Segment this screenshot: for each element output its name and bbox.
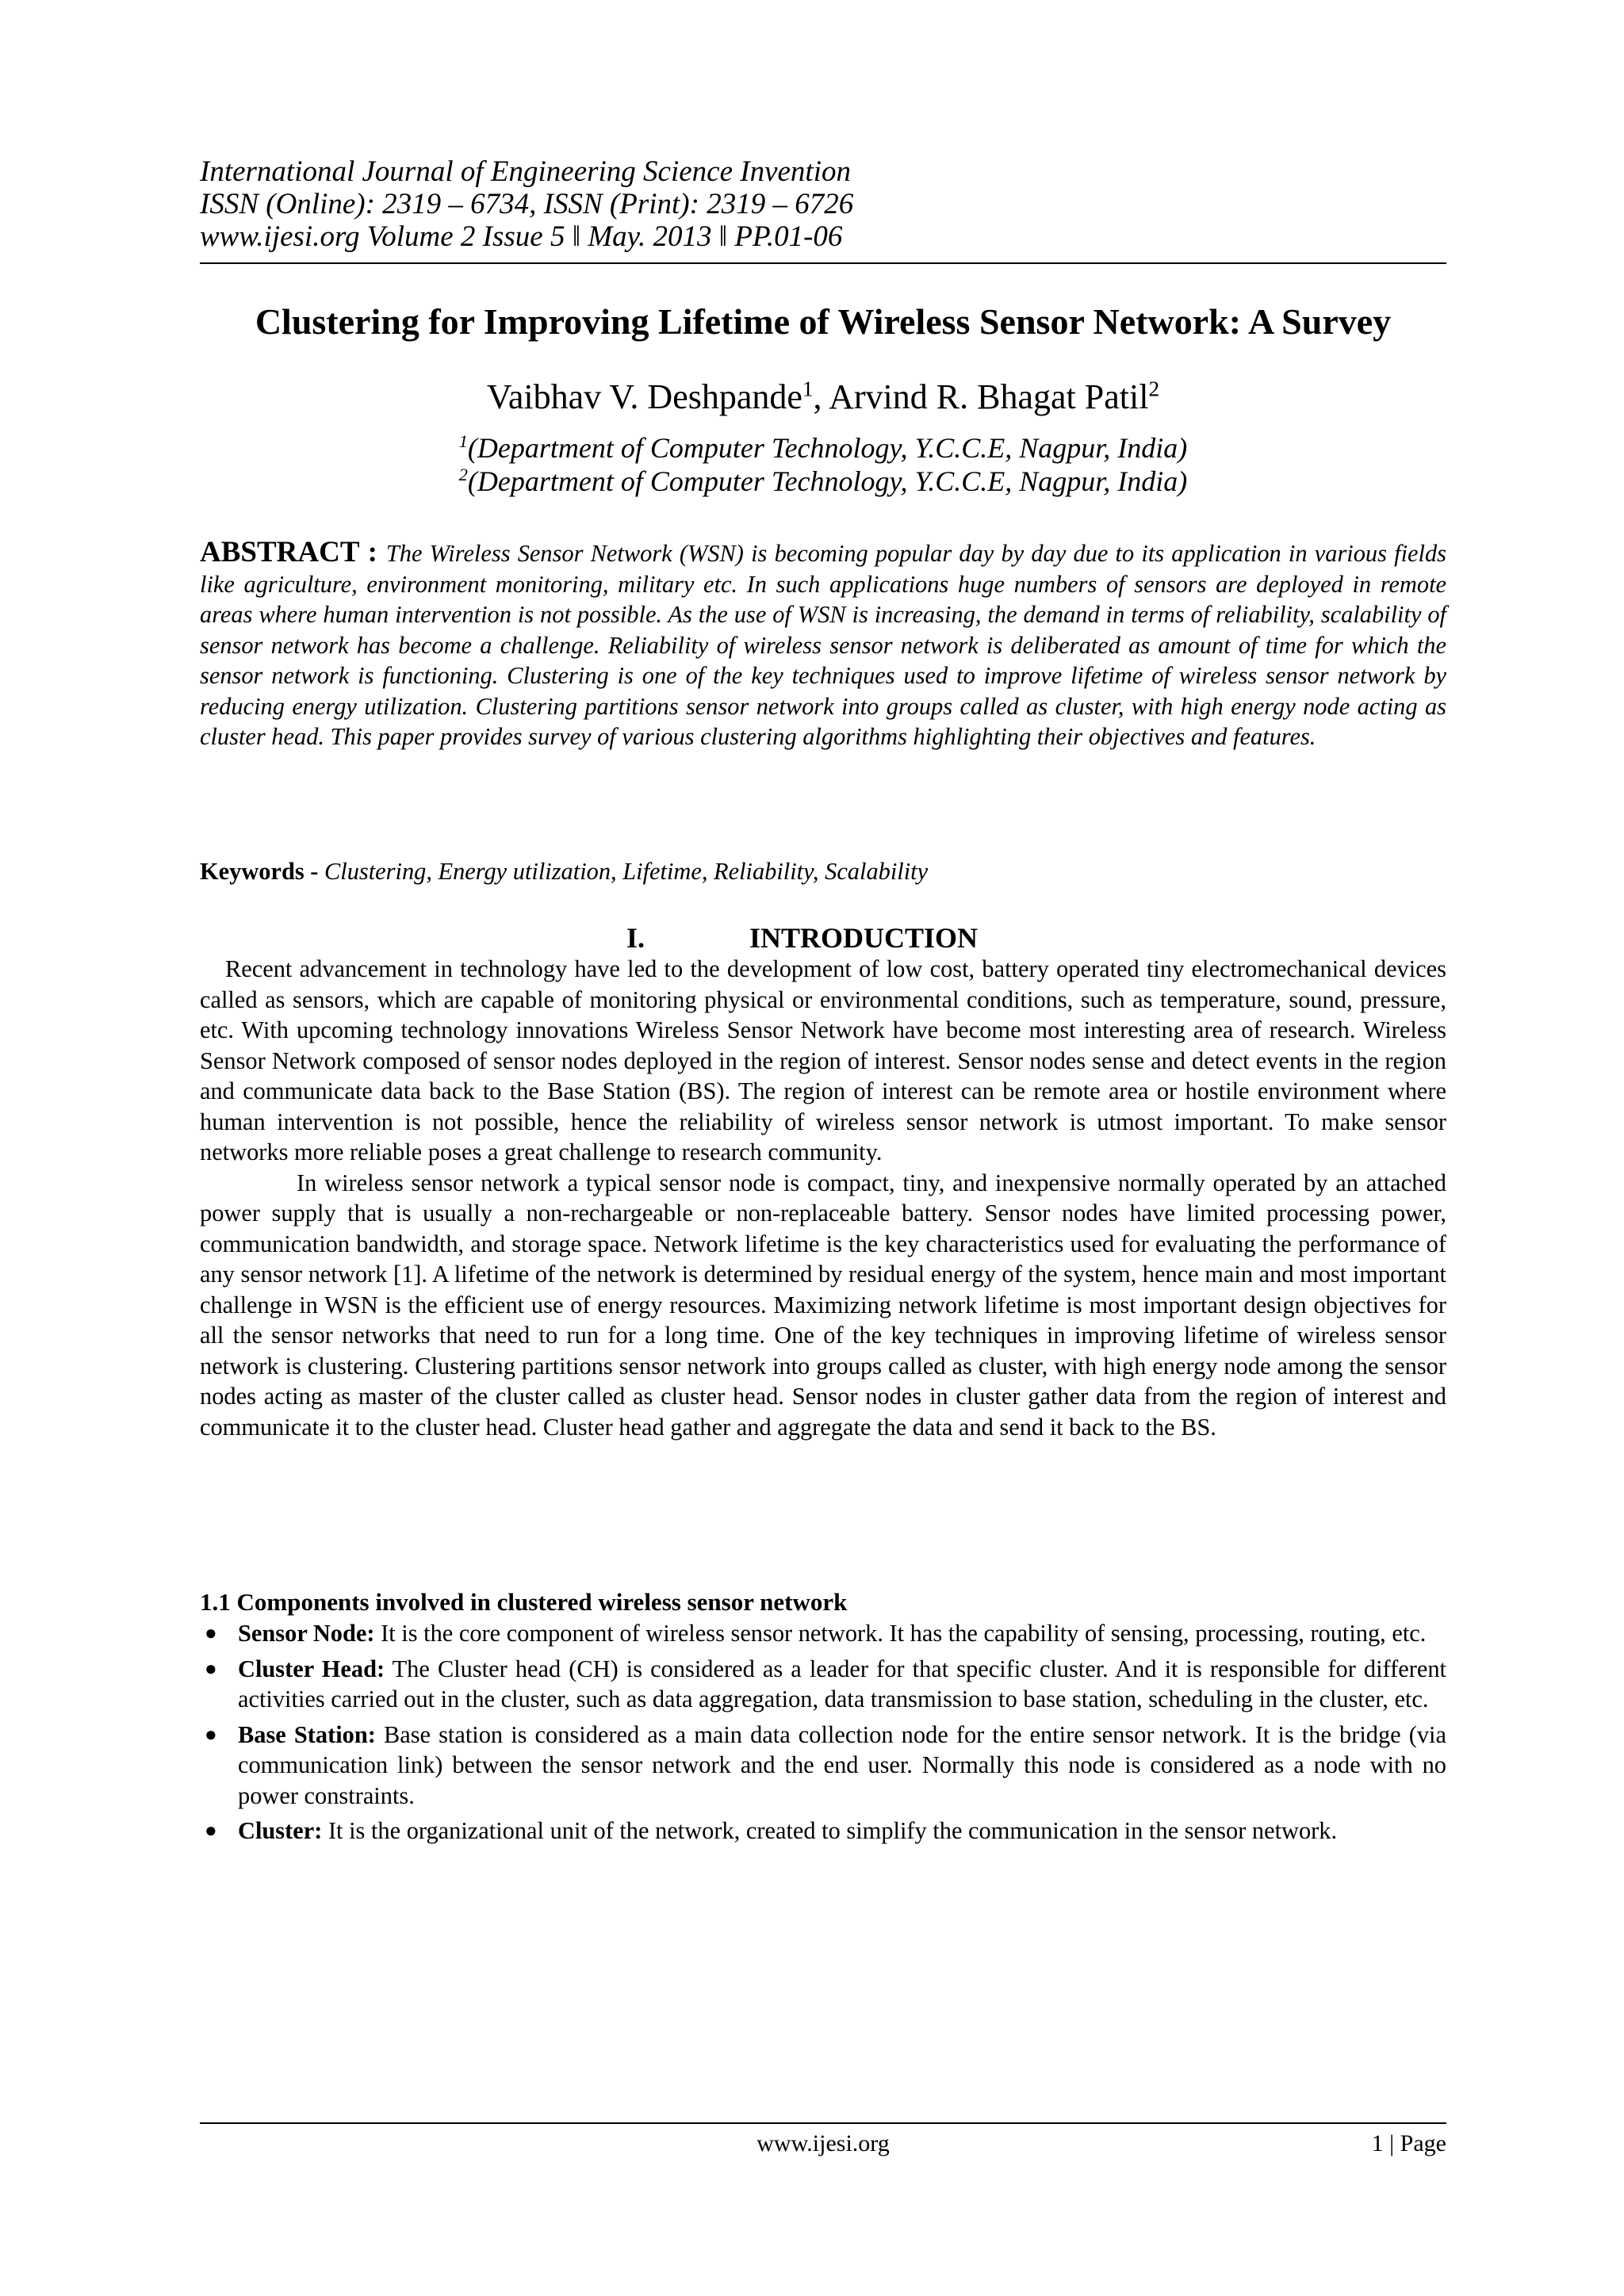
paragraph: Recent advancement in technology have led to the development of low cost, battery operated tiny electromechanical devices called as sensors, which are capable of monitoring physical or environmental conditions, such as temperature, sound, pressure, etc. With upcoming technology innovations Wireless Sensor Network have become most interesting area of research. Wireless Sensor Network composed of sensor nodes deployed in the region of interest. Sensor nodes sense and detect events in the region and communicate data back to the Base Station (BS). The region of interest can be remote area or hostile environment where human intervention is not possible, hence the reliability of wireless sensor network is utmost important. To make sensor networks more reliable poses a great challenge to research community. <box>200 955 1446 1165</box>
bullet-icon: ● <box>205 1819 217 1842</box>
footer-site: www.ijesi.org <box>756 2130 890 2156</box>
list-text: It is the core component of wireless sensor network. It has the capability of sensing, processing, routing, etc. <box>374 1620 1427 1647</box>
list-term: Cluster Head: <box>238 1655 385 1682</box>
affil-marker: 2 <box>458 465 468 484</box>
author-affil-marker: 1 <box>802 377 814 401</box>
affiliation <box>200 465 1446 498</box>
section-number: I. <box>626 922 645 954</box>
bullet-icon: ● <box>205 1722 217 1746</box>
list-item <box>200 1816 1446 1846</box>
components-list <box>200 1618 1446 1851</box>
keywords-text: Clustering, Energy utilization, Lifetime, Reliability, Scalability <box>324 858 929 885</box>
bullet-icon: ● <box>205 1621 217 1644</box>
list-text: It is the organizational unit of the network, created to simplify the communication in the sensor network. <box>322 1817 1338 1844</box>
section-title: INTRODUCTION <box>749 922 979 954</box>
journal-issn: ISSN (Online): 2319 – 6734, ISSN (Print): 2319 – 6726 <box>200 188 854 220</box>
header-rule <box>200 262 1446 264</box>
list-item <box>200 1654 1446 1715</box>
keywords-label: Keywords - <box>200 858 324 885</box>
affiliations <box>200 431 1446 498</box>
journal-header <box>200 155 1446 253</box>
author-separator: , <box>813 377 829 416</box>
list-item <box>200 1720 1446 1812</box>
bullet-icon: ● <box>205 1656 217 1680</box>
list-term: Base Station: <box>238 1720 376 1748</box>
abstract-text: The Wireless Sensor Network (WSN) is becoming popular day by day due to its application in various fields like agriculture, environment monitoring, military etc. In such applications huge numbers of sensors are deployed in remote areas where human intervention is not possible. As the use of WSN is increasing, the demand in terms of reliability, scalability of sensor network has become a challenge. Reliability of wireless sensor network is deliberated as amount of time for which the sensor network is functioning. Clustering is one of the key techniques used to improve lifetime of wireless sensor network by reducing energy utilization. Clustering partitions sensor network into groups called as cluster, with high energy node acting as cluster head. This paper provides survey of various clustering algorithms highlighting their objectives and features. <box>200 540 1446 750</box>
list-term: Sensor Node: <box>238 1620 375 1647</box>
list-text: Base station is considered as a main data collection node for the entire sensor network. It is the bridge (via communication link) between the sensor network and the end user. Normally this node is considered as a node with no power constraints. <box>238 1720 1446 1809</box>
keywords <box>200 856 1446 887</box>
abstract-label: ABSTRACT : <box>200 536 386 568</box>
paragraph: In wireless sensor network a typical sensor node is compact, tiny, and inexpensive normally operated by an attached power supply that is usually a non-rechargeable or non-replaceable battery. Sensor nodes have limited processing power, communication bandwidth, and storage space. Network lifetime is the key characteristics used for evaluating the performance of any sensor network [1]. A lifetime of the network is determined by residual energy of the system, hence main and most important challenge in WSN is the efficient use of energy resources. Maximizing network lifetime is most important design objectives for all the sensor networks that need to run for a long time. One of the key techniques in improving lifetime of wireless sensor network is clustering. Clustering partitions sensor network into groups called as cluster, with high energy node among the sensor nodes acting as master of the cluster called as cluster head. Sensor nodes in cluster gather data from the region of interest and communicate it to the cluster head. Cluster head gather and aggregate the data and send it back to the BS. <box>200 1169 1446 1441</box>
affiliation <box>200 431 1446 465</box>
affil-text: (Department of Computer Technology, Y.C.C.E, Nagpur, India) <box>467 432 1188 464</box>
footer-page-number: 1 | Page <box>1371 2130 1446 2156</box>
list-text: The Cluster head (CH) is considered as a leader for that specific cluster. And it is responsible for different activities carried out in the cluster, such as data aggregation, data transmission to base station, scheduling in the cluster, etc. <box>238 1655 1446 1712</box>
subsection-heading: 1.1 Components involved in clustered wireless sensor network <box>200 1588 848 1616</box>
list-item <box>200 1618 1446 1649</box>
journal-volume: www.ijesi.org Volume 2 Issue 5 ǁ May. 2013 ǁ PP.01-06 <box>200 220 843 253</box>
footer-rule <box>200 2122 1446 2124</box>
journal-name: International Journal of Engineering Science Invention <box>200 155 851 188</box>
author-affil-marker: 2 <box>1148 377 1160 401</box>
abstract <box>200 538 1446 752</box>
introduction-body <box>200 954 1446 1442</box>
paper-title: Clustering for Improving Lifetime of Wireless Sensor Network: A Survey <box>255 301 1392 342</box>
affil-text: (Department of Computer Technology, Y.C.C.E, Nagpur, India) <box>467 465 1188 497</box>
author-list <box>200 376 1446 419</box>
author-name: Vaibhav V. Deshpande <box>486 377 802 416</box>
affil-marker: 1 <box>458 431 468 451</box>
list-term: Cluster: <box>238 1817 323 1844</box>
author-name: Arvind R. Bhagat Patil <box>829 377 1149 416</box>
